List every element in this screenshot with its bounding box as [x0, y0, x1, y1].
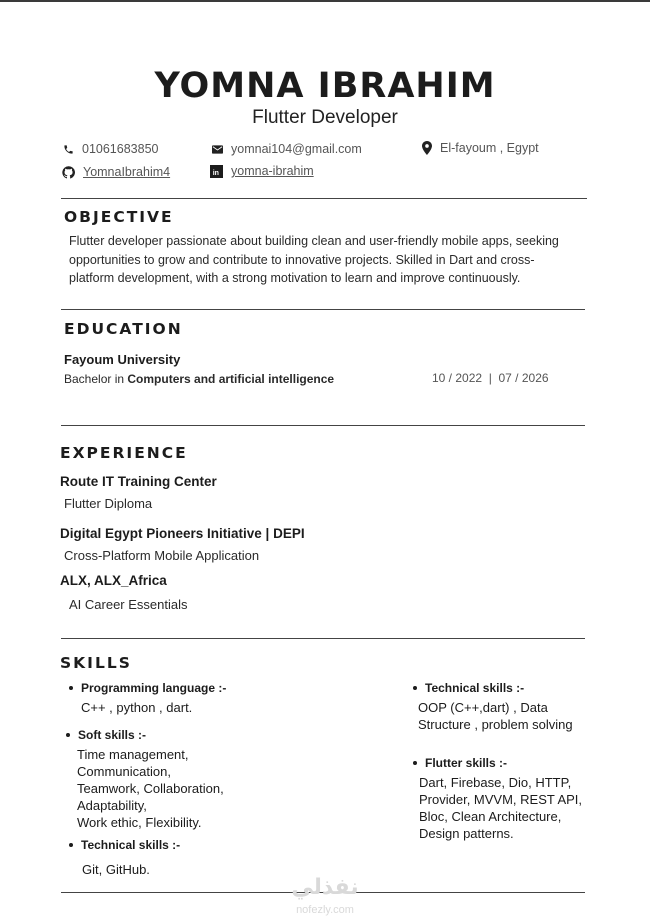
experience-desc: Flutter Diploma: [64, 496, 153, 511]
skill-category-label: Soft skills :-: [78, 728, 147, 742]
divider: [61, 425, 585, 426]
skill-line: OOP (C++,dart) , Data: [418, 700, 548, 715]
experience-org: Digital Egypt Pioneers Initiative | DEPI: [60, 526, 305, 541]
degree-prefix: Bachelor in: [64, 372, 128, 386]
degree-field: Computers and artificial intelligence: [127, 372, 335, 386]
skill-line: Design patterns.: [419, 826, 514, 841]
skill-category: [66, 728, 146, 742]
skills-heading: SKILLS: [60, 654, 132, 672]
contact-email[interactable]: [212, 142, 362, 156]
experience-org: ALX, ALX_Africa: [60, 573, 167, 588]
objective-line: opportunities to grow and contribute to innovative projects. Skilled in Dart and cross-: [69, 252, 535, 267]
bullet-icon: [69, 843, 73, 847]
school-name: Fayoum University: [64, 352, 181, 367]
phone-number: 01061683850: [82, 142, 159, 156]
skill-text: C++ , python , dart.: [81, 700, 193, 715]
divider: [61, 198, 587, 199]
degree: [64, 372, 334, 386]
contact-github[interactable]: [62, 165, 170, 179]
skill-list: [418, 699, 573, 733]
skill-line: Bloc, Clean Architecture,: [419, 809, 562, 824]
skill-list: [419, 774, 582, 842]
skill-category: [69, 838, 180, 852]
education-heading: EDUCATION: [64, 320, 183, 338]
skill-line: Adaptability,: [77, 798, 147, 813]
bullet-icon: [413, 761, 417, 765]
divider: [61, 309, 585, 310]
watermark-logo: نفذلي: [291, 874, 359, 899]
skill-category: [69, 681, 226, 695]
objective-heading: OBJECTIVE: [64, 208, 174, 226]
svg-text:in: in: [212, 169, 219, 177]
skill-category-label: Programming language :-: [81, 681, 227, 695]
skill-line: Dart, Firebase, Dio, HTTP,: [419, 775, 572, 790]
job-title: Flutter Developer: [252, 107, 398, 128]
objective-text: [69, 232, 579, 288]
education-dates: 10 / 2022 | 07 / 2026: [432, 371, 549, 385]
experience-org: Route IT Training Center: [60, 474, 217, 489]
skill-category-label: Technical skills :-: [81, 838, 181, 852]
skill-text: Git, GitHub.: [82, 862, 150, 877]
objective-line: platform development, with a strong motivation to learn and improve continuously.: [69, 271, 521, 285]
skill-list: [77, 746, 224, 831]
experience-desc: Cross-Platform Mobile Application: [64, 548, 260, 563]
bullet-icon: [66, 733, 70, 737]
top-border: [0, 0, 650, 2]
location-pin-icon: [422, 141, 432, 155]
skill-category: [413, 756, 507, 770]
contact-location: [422, 141, 539, 155]
location-text: El-fayoum , Egypt: [440, 141, 539, 155]
skill-line: Communication,: [77, 764, 171, 779]
email-address[interactable]: yomnai104@gmail.com: [231, 142, 362, 156]
skill-line: Work ethic, Flexibility.: [77, 815, 202, 830]
skill-category-label: Flutter skills :-: [425, 756, 508, 770]
github-icon: [62, 166, 75, 179]
skill-line: Structure , problem solving: [418, 717, 573, 732]
skill-category-label: Technical skills :-: [425, 681, 525, 695]
skill-line: Teamwork, Collaboration,: [77, 781, 224, 796]
experience-desc: AI Career Essentials: [69, 597, 188, 612]
contact-phone: [63, 142, 158, 156]
candidate-name: YOMNA IBRAHIM: [154, 66, 496, 106]
experience-heading: EXPERIENCE: [60, 444, 188, 462]
github-link[interactable]: YomnaIbrahim4: [83, 165, 171, 179]
skill-category: [413, 681, 524, 695]
mail-icon: [212, 145, 223, 154]
objective-line: Flutter developer passionate about building clean and user-friendly mobile apps, seeking: [69, 234, 559, 248]
bullet-icon: [69, 686, 73, 690]
linkedin-icon: [210, 165, 223, 178]
contact-linkedin[interactable]: [210, 164, 314, 178]
skill-line: Time management,: [77, 747, 189, 762]
bullet-icon: [413, 686, 417, 690]
watermark-url: nofezly.com: [296, 904, 354, 916]
linkedin-link[interactable]: yomna-ibrahim: [231, 164, 314, 178]
phone-icon: [63, 144, 74, 155]
divider: [61, 638, 585, 639]
skill-line: Provider, MVVM, REST API,: [419, 792, 583, 807]
